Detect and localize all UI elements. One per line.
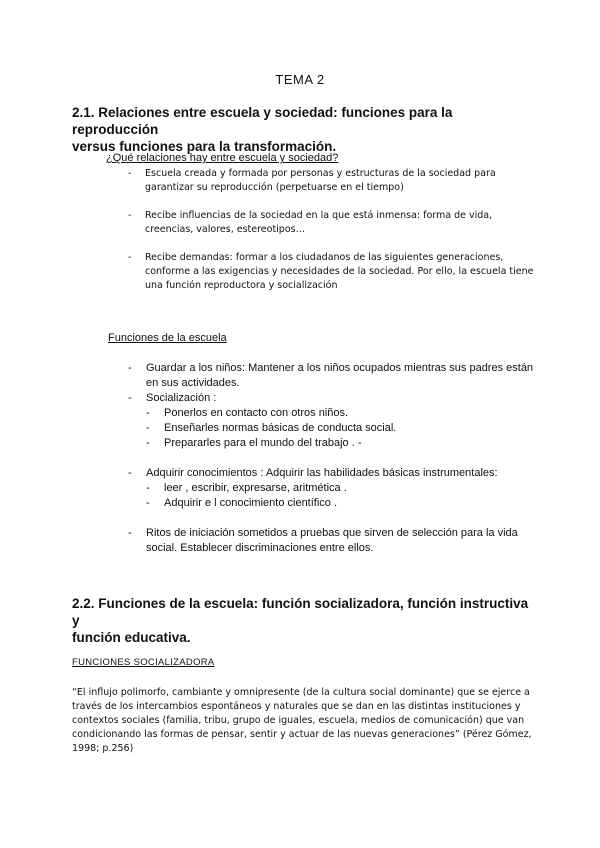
section-2-heading (72, 595, 532, 646)
dash-bullet: - (146, 422, 150, 434)
dash-bullet: - (146, 437, 150, 449)
quote-paragraph: “El influjo polimorfo, cambiante y omnipresente (de la cultura social dominante) que se ejerce a través de los intercambios espontáneos y naturales que se dan en las distintas instituciones y contextos sociales (familia, tribu, grupo de iguales, escuela, medios de comunicación) que van condicionando las formas de pensar, sentir y actuar de las nuevas generaciones” (Pérez Gómez, 1998; p.256) (72, 687, 532, 754)
question-heading: ¿Qué relaciones hay entre escuela y sociedad? (106, 152, 339, 164)
section-1-heading (72, 104, 532, 155)
list-item-text: leer , escribir, expresarse, aritmética . (164, 482, 347, 494)
socializadora-subheading: FUNCIONES SOCIALIZADORA (72, 657, 215, 668)
list-item-text: Prepararles para el mundo del trabajo . - (164, 437, 362, 449)
list-item (128, 466, 548, 481)
dash-bullet: - (128, 362, 132, 374)
list-item (146, 496, 548, 511)
dash-bullet: - (128, 392, 132, 404)
list-item (146, 481, 548, 496)
dash-bullet: - (128, 210, 132, 221)
functions-list (128, 361, 548, 556)
section-1-heading-line-2: versus funciones para la transformación. (72, 139, 337, 154)
dash-bullet: - (128, 467, 132, 479)
list-item (128, 251, 538, 293)
section-2-heading-line-2: función educativa. (72, 630, 191, 645)
socializacion-sublist (146, 406, 548, 451)
section-1-heading-line-1: 2.1. Relaciones entre escuela y sociedad: funciones para la reproducción (72, 105, 453, 137)
document-title: TEMA 2 (275, 72, 325, 87)
list-item-text: Enseñarles normas básicas de conducta social. (164, 422, 397, 434)
dash-bullet: - (128, 252, 132, 263)
dash-bullet: - (128, 527, 132, 539)
dash-bullet: - (146, 482, 150, 494)
list-item-text: Recibe demandas: formar a los ciudadanos de las siguientes generaciones, conforme a las exigencias y necesidades de la sociedad. Por ello, la escuela tiene una función reproductora y socialización (145, 252, 534, 291)
list-item-text: Adquirir conocimientos : Adquirir las habilidades básicas instrumentales: (146, 467, 498, 479)
list-item (128, 167, 538, 195)
list-item-text: Recibe influencias de la sociedad en la que está inmensa: forma de vida, creencias, valores, estereotipos… (145, 210, 493, 235)
list-item (146, 421, 548, 436)
list-item-text: Guardar a los niños: Mantener a los niños ocupados mientras sus padres están en sus actividades. (146, 362, 534, 389)
list-item-text: Ritos de iniciación sometidos a pruebas que sirven de selección para la vida social. Establecer discriminaciones entre ellos. (146, 527, 518, 554)
dash-bullet: - (146, 407, 150, 419)
list-item (128, 361, 548, 391)
list-item (146, 436, 548, 451)
list-item (146, 406, 548, 421)
list-item (128, 526, 548, 556)
dash-bullet: - (146, 497, 150, 509)
dash-bullet: - (128, 168, 132, 179)
list-item-text: Ponerlos en contacto con otros niños. (164, 407, 349, 419)
list-item-text: Escuela creada y formada por personas y estructuras de la sociedad para garantizar su reproducción (perpetuarse en el tiempo) (145, 168, 496, 193)
list-item-text: Adquirir e l conocimiento científico . (164, 497, 338, 509)
section-2-heading-line-1: 2.2. Funciones de la escuela: función socializadora, función instructiva y (72, 596, 529, 628)
list-item-text: Socialización : (146, 392, 217, 404)
list-item (128, 391, 548, 406)
relations-list (128, 167, 538, 307)
functions-heading: Funciones de la escuela (108, 332, 227, 344)
adquirir-sublist (146, 481, 548, 511)
list-item (128, 209, 538, 237)
